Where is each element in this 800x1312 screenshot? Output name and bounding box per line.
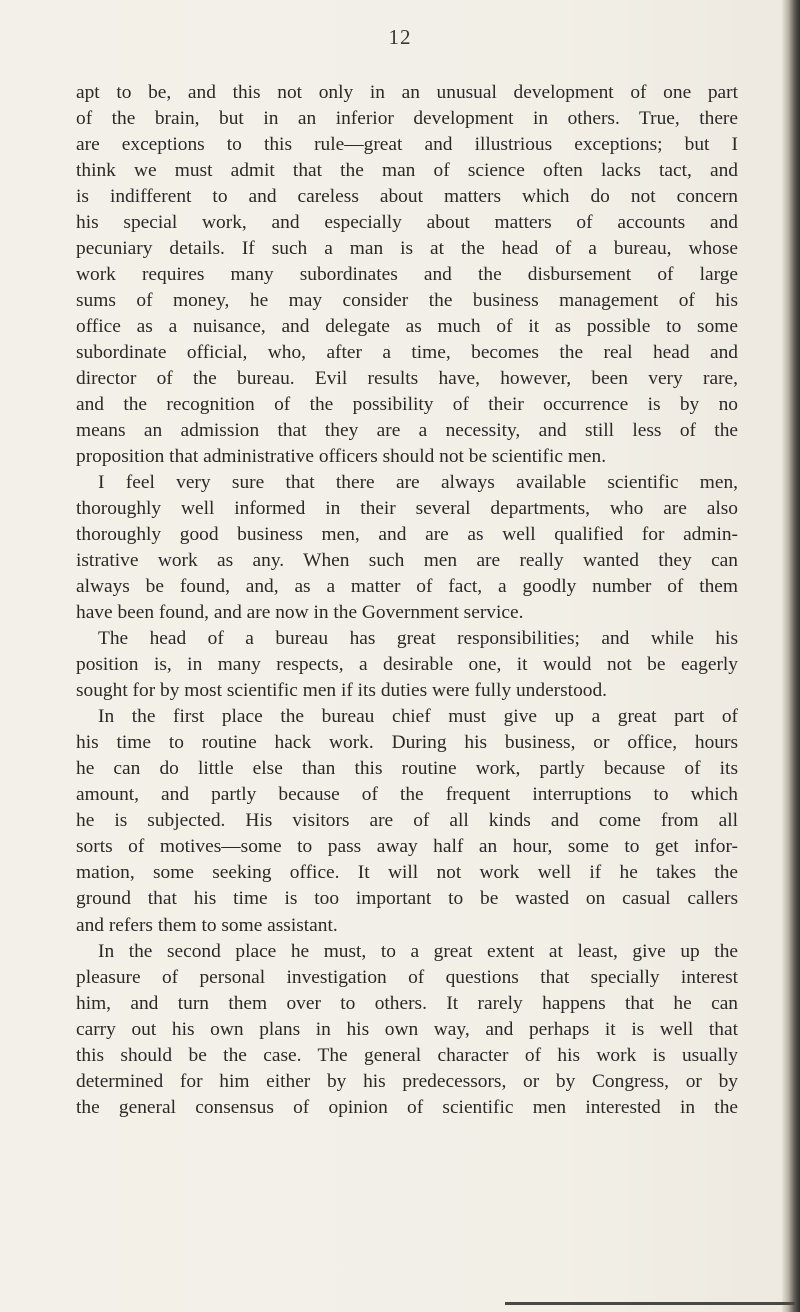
text-line: is indifferent to and careless about matters which do not concern [76,186,738,208]
text-line: position is, in many respects, a desirable one, it would not be eagerly [76,654,738,676]
text-line: subordinate official, who, after a time, becomes the real head and [76,342,738,364]
text-line: his special work, and especially about matters of accounts and [76,212,738,234]
text-line: apt to be, and this not only in an unusual development of one part [76,82,738,103]
text-line: are exceptions to this rule—great and illustrious exceptions; but I [76,134,738,156]
text-line: sought for by most scientific men if its duties were fully understood. [76,680,607,702]
text-line: thoroughly good business men, and are as well qualified for admin- [76,524,738,546]
text-line: proposition that administrative officers should not be scientific men. [76,446,607,468]
text-line: and refers them to some assistant. [76,914,338,936]
text-line: he can do little else than this routine work, partly because of its [76,758,738,780]
text-line: I feel very sure that there are always available scientific men, [98,472,738,494]
text-line: thoroughly well informed in their several departments, who are also [76,498,738,520]
text-line: means an admission that they are a necessity, and still less of the [76,420,738,442]
text-line: sorts of motives—some to pass away half an hour, some to get infor- [76,836,738,858]
text-line: mation, some seeking office. It will not work well if he takes the [76,862,738,884]
text-line: him, and turn them over to others. It rarely happens that he can [76,992,738,1014]
text-line: The head of a bureau has great responsibilities; and while his [98,628,738,650]
text-line: his time to routine hack work. During his business, or office, hours [76,732,738,754]
text-line: director of the bureau. Evil results have, however, been very rare, [76,368,738,390]
page-number: 12 [388,25,412,49]
text-line: ground that his time is too important to be wasted on casual callers [76,888,738,910]
text-line: carry out his own plans in his own way, and perhaps it is well that [76,1018,738,1040]
text-line: this should be the case. The general character of his work is usually [76,1044,738,1066]
text-line: amount, and partly because of the frequent interruptions to which [76,784,738,806]
text-line: of the brain, but in an inferior development in others. True, there [76,108,738,130]
text-line: work requires many subordinates and the disbursement of large [76,264,738,286]
text-line: pecuniary details. If such a man is at the head of a bureau, whose [76,238,738,260]
text-line: In the second place he must, to a great extent at least, give up the [98,940,738,962]
text-line: always be found, and, as a matter of fact, a goodly number of them [76,576,738,598]
body-text [76,80,738,1121]
bottom-edge-line [505,1302,795,1305]
text-line: determined for him either by his predecessors, or by Congress, or by [76,1070,738,1092]
book-spine-shadow [782,0,800,1312]
text-line: think we must admit that the man of science often lacks tact, and [76,160,738,182]
text-line: have been found, and are now in the Government service. [76,602,524,624]
text-line: he is subjected. His visitors are of all kinds and come from all [76,810,738,832]
text-line: pleasure of personal investigation of questions that specially interest [76,966,738,988]
text-line: the general consensus of opinion of scientific men interested in the [76,1096,738,1118]
text-line: istrative work as any. When such men are really wanted they can [76,550,738,572]
text-line: office as a nuisance, and delegate as much of it as possible to some [76,316,738,338]
text-line: sums of money, he may consider the business management of his [76,290,738,312]
text-line: and the recognition of the possibility of their occurrence is by no [76,394,738,416]
text-line: In the first place the bureau chief must give up a great part of [98,706,738,728]
